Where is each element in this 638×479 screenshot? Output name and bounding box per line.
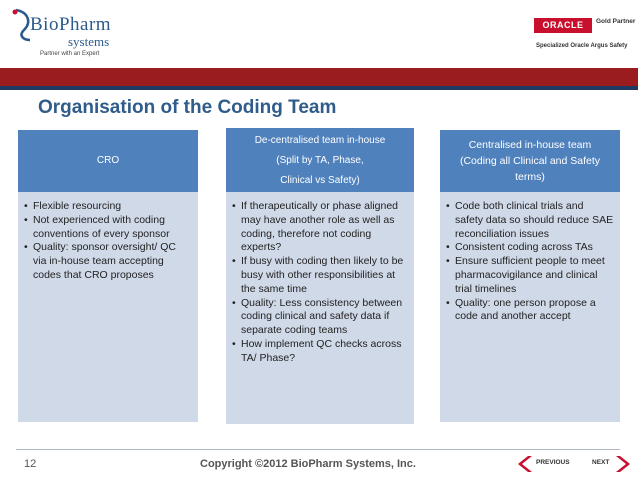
header-band-underline: [0, 86, 638, 90]
previous-button[interactable]: [514, 455, 574, 473]
bullet-item: • Quality: sponsor oversight/ QC via in-house team accepting codes that CRO proposes: [24, 241, 192, 282]
column-header: [18, 130, 198, 192]
bullet-item: • Code both clinical trials and safety data so should reduce SAE reconciliation issues: [446, 200, 614, 241]
page-number: 12: [24, 458, 37, 470]
column-header-line: (Coding all Clinical and Safety terms): [459, 155, 601, 183]
slide-title: Organisation of the Coding Team: [38, 97, 337, 118]
column-header: [440, 130, 620, 192]
chevron-right-icon: [614, 455, 634, 473]
bullet-item: • Flexible resourcing: [24, 200, 192, 214]
logo-word-biopharm: BioPharm: [30, 14, 112, 35]
bullet-item: • How implement QC checks across TA/ Phase?: [232, 338, 408, 366]
column-header-line: (Split by TA, Phase,: [276, 155, 364, 166]
chevron-left-icon: [514, 455, 534, 473]
bullet-item: • Consistent coding across TAs: [446, 241, 614, 255]
bullet-item: • Quality: Less consistency between coding clinical and safety data if separate coding teams: [232, 297, 408, 338]
column-decentralised: [226, 128, 414, 424]
bullet-item: • If therapeutically or phase aligned may have another role as well as coding, therefore not coding experts?: [232, 200, 408, 255]
logo-tagline: Partner with an Expert: [40, 51, 100, 57]
column-body: [440, 192, 620, 422]
partner-specialization: Specialized Oracle Argus Safety: [536, 43, 628, 49]
next-button[interactable]: [580, 455, 634, 473]
partner-tier: Gold Partner: [596, 18, 636, 25]
next-label: NEXT: [592, 459, 610, 466]
oracle-brand: ORACLE: [534, 18, 592, 33]
previous-label: PREVIOUS: [536, 459, 570, 466]
logo-word-systems: systems: [68, 34, 110, 49]
copyright-text: Copyright ©2012 BioPharm Systems, Inc.: [200, 458, 416, 470]
column-body: [226, 192, 414, 424]
column-cro: [18, 130, 198, 422]
bullet-item: • Ensure sufficient people to meet pharmacovigilance and clinical trial timelines: [446, 255, 614, 296]
column-header-line: Clinical vs Safety): [280, 175, 360, 186]
column-header-line: De-centralised team in-house: [254, 135, 386, 146]
biopharm-logo: [10, 8, 170, 63]
column-header-line: Centralised in-house team: [468, 139, 592, 151]
oracle-partner-logo: [534, 18, 634, 58]
bullet-item: • Not experienced with coding conventions of every sponsor: [24, 214, 192, 242]
column-centralised: [440, 130, 620, 422]
column-header-text: CRO: [96, 155, 120, 166]
bullet-item: • Quality: one person propose a code and another accept: [446, 297, 614, 325]
column-body: [18, 192, 198, 422]
header-band: [0, 68, 638, 86]
column-header: [226, 128, 414, 192]
footer-divider: [16, 449, 620, 450]
bullet-item: • If busy with coding then likely to be busy with other responsibilities at the same time: [232, 255, 408, 296]
